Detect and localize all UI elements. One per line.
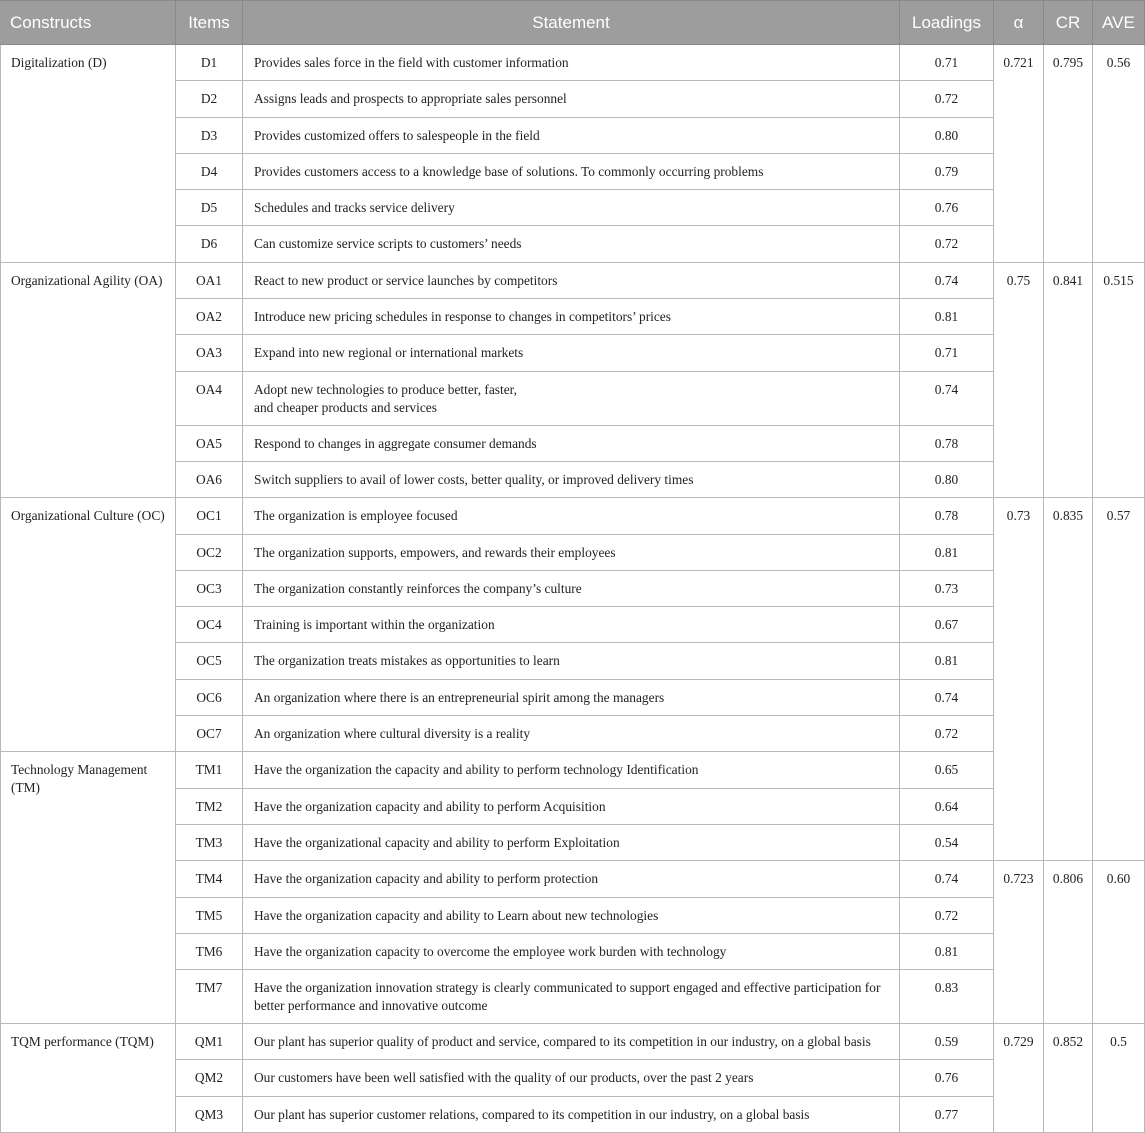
item-loading: 0.76 bbox=[900, 190, 994, 226]
item-loading: 0.74 bbox=[900, 371, 994, 425]
item-loading: 0.72 bbox=[900, 897, 994, 933]
item-code: OA4 bbox=[176, 371, 243, 425]
statement-line-1: Adopt new technologies to produce better, faster, bbox=[254, 381, 517, 397]
item-loading: 0.67 bbox=[900, 607, 994, 643]
item-statement: The organization treats mistakes as opportunities to learn bbox=[243, 643, 900, 679]
header-alpha: α bbox=[994, 1, 1044, 45]
construct-organizational-agility: Organizational Agility (OA) bbox=[1, 262, 176, 497]
item-loading: 0.72 bbox=[900, 226, 994, 262]
item-statement: The organization constantly reinforces the company’s culture bbox=[243, 570, 900, 606]
header-statement: Statement bbox=[243, 1, 900, 45]
item-code: D4 bbox=[176, 153, 243, 189]
construct-digitalization: Digitalization (D) bbox=[1, 45, 176, 263]
header-cr: CR bbox=[1044, 1, 1093, 45]
item-statement: An organization where cultural diversity is a reality bbox=[243, 716, 900, 752]
item-code: TM2 bbox=[176, 788, 243, 824]
item-statement: Have the organization capacity and ability to perform protection bbox=[243, 861, 900, 897]
item-statement: An organization where there is an entrepreneurial spirit among the managers bbox=[243, 679, 900, 715]
item-loading: 0.72 bbox=[900, 81, 994, 117]
header-row bbox=[1, 1, 1145, 45]
item-statement: Provides customers access to a knowledge base of solutions. To commonly occurring problems bbox=[243, 153, 900, 189]
item-loading: 0.78 bbox=[900, 498, 994, 534]
cr-tqm-performance: 0.852 bbox=[1044, 1024, 1093, 1133]
item-statement: The organization supports, empowers, and rewards their employees bbox=[243, 534, 900, 570]
item-statement: Have the organization capacity and ability to Learn about new technologies bbox=[243, 897, 900, 933]
table-row bbox=[1, 262, 1145, 298]
alpha-tqm-performance: 0.729 bbox=[994, 1024, 1044, 1133]
item-statement: Respond to changes in aggregate consumer demands bbox=[243, 425, 900, 461]
item-code: OA5 bbox=[176, 425, 243, 461]
item-statement: Have the organization capacity and ability to perform Acquisition bbox=[243, 788, 900, 824]
item-code: TM7 bbox=[176, 970, 243, 1024]
item-code: QM2 bbox=[176, 1060, 243, 1096]
header-loadings: Loadings bbox=[900, 1, 994, 45]
item-code: OC2 bbox=[176, 534, 243, 570]
item-statement: Can customize service scripts to customers’ needs bbox=[243, 226, 900, 262]
item-code: OC1 bbox=[176, 498, 243, 534]
alpha-organizational-agility: 0.75 bbox=[994, 262, 1044, 497]
table-row bbox=[1, 1024, 1145, 1060]
item-code: OC4 bbox=[176, 607, 243, 643]
ave-organizational-culture: 0.57 bbox=[1093, 498, 1145, 861]
item-loading: 0.77 bbox=[900, 1096, 994, 1132]
cr-digitalization: 0.795 bbox=[1044, 45, 1093, 263]
item-code: D6 bbox=[176, 226, 243, 262]
item-statement bbox=[243, 371, 900, 425]
item-statement: Expand into new regional or international markets bbox=[243, 335, 900, 371]
alpha-technology-management: 0.723 bbox=[994, 861, 1044, 1024]
item-statement: Provides sales force in the field with customer information bbox=[243, 45, 900, 81]
cr-organizational-culture: 0.835 bbox=[1044, 498, 1093, 861]
item-loading: 0.72 bbox=[900, 716, 994, 752]
item-loading: 0.64 bbox=[900, 788, 994, 824]
item-statement: Assigns leads and prospects to appropriate sales personnel bbox=[243, 81, 900, 117]
item-code: D3 bbox=[176, 117, 243, 153]
item-code: QM1 bbox=[176, 1024, 243, 1060]
item-loading: 0.71 bbox=[900, 335, 994, 371]
item-loading: 0.74 bbox=[900, 861, 994, 897]
item-statement: Our plant has superior quality of product and service, compared to its competition in our industry, on a global basis bbox=[243, 1024, 900, 1060]
item-code: OC7 bbox=[176, 716, 243, 752]
construct-technology-management: Technology Management (TM) bbox=[1, 752, 176, 1024]
item-loading: 0.73 bbox=[900, 570, 994, 606]
header-constructs: Constructs bbox=[1, 1, 176, 45]
item-statement: Training is important within the organization bbox=[243, 607, 900, 643]
item-code: TM4 bbox=[176, 861, 243, 897]
item-code: TM3 bbox=[176, 824, 243, 860]
item-statement: The organization is employee focused bbox=[243, 498, 900, 534]
item-code: OA2 bbox=[176, 299, 243, 335]
item-code: TM5 bbox=[176, 897, 243, 933]
item-statement: Have the organizational capacity and ability to perform Exploitation bbox=[243, 824, 900, 860]
alpha-digitalization: 0.721 bbox=[994, 45, 1044, 263]
item-statement: Our customers have been well satisfied with the quality of our products, over the past 2 years bbox=[243, 1060, 900, 1096]
ave-digitalization: 0.56 bbox=[1093, 45, 1145, 263]
item-statement: Have the organization innovation strategy is clearly communicated to support engaged and effective participation for better performance and innovative outcome bbox=[243, 970, 900, 1024]
cr-organizational-agility: 0.841 bbox=[1044, 262, 1093, 497]
construct-tqm-performance: TQM performance (TQM) bbox=[1, 1024, 176, 1133]
item-statement: Introduce new pricing schedules in response to changes in competitors’ prices bbox=[243, 299, 900, 335]
ave-organizational-agility: 0.515 bbox=[1093, 262, 1145, 497]
item-statement: Our plant has superior customer relations, compared to its competition in our industry, on a global basis bbox=[243, 1096, 900, 1132]
item-statement: Provides customized offers to salespeople in the field bbox=[243, 117, 900, 153]
item-loading: 0.81 bbox=[900, 643, 994, 679]
item-statement: React to new product or service launches by competitors bbox=[243, 262, 900, 298]
item-loading: 0.76 bbox=[900, 1060, 994, 1096]
construct-organizational-culture: Organizational Culture (OC) bbox=[1, 498, 176, 752]
item-code: OC3 bbox=[176, 570, 243, 606]
cr-technology-management: 0.806 bbox=[1044, 861, 1093, 1024]
item-loading: 0.79 bbox=[900, 153, 994, 189]
item-code: D5 bbox=[176, 190, 243, 226]
item-loading: 0.80 bbox=[900, 461, 994, 497]
item-code: TM1 bbox=[176, 752, 243, 788]
item-code: D2 bbox=[176, 81, 243, 117]
item-code: TM6 bbox=[176, 933, 243, 969]
item-loading: 0.81 bbox=[900, 933, 994, 969]
alpha-organizational-culture: 0.73 bbox=[994, 498, 1044, 861]
table-row bbox=[1, 498, 1145, 534]
item-loading: 0.81 bbox=[900, 534, 994, 570]
item-loading: 0.71 bbox=[900, 45, 994, 81]
header-items: Items bbox=[176, 1, 243, 45]
item-statement: Schedules and tracks service delivery bbox=[243, 190, 900, 226]
item-code: OA6 bbox=[176, 461, 243, 497]
item-loading: 0.83 bbox=[900, 970, 994, 1024]
item-loading: 0.59 bbox=[900, 1024, 994, 1060]
item-loading: 0.78 bbox=[900, 425, 994, 461]
table-row bbox=[1, 752, 1145, 788]
item-code: OA1 bbox=[176, 262, 243, 298]
table-row bbox=[1, 45, 1145, 81]
item-code: OC6 bbox=[176, 679, 243, 715]
ave-technology-management: 0.60 bbox=[1093, 861, 1145, 1024]
ave-tqm-performance: 0.5 bbox=[1093, 1024, 1145, 1133]
item-code: OA3 bbox=[176, 335, 243, 371]
item-statement: Have the organization the capacity and ability to perform technology Identification bbox=[243, 752, 900, 788]
header-ave: AVE bbox=[1093, 1, 1145, 45]
item-code: D1 bbox=[176, 45, 243, 81]
item-loading: 0.54 bbox=[900, 824, 994, 860]
item-loading: 0.74 bbox=[900, 262, 994, 298]
item-code: OC5 bbox=[176, 643, 243, 679]
item-statement: Have the organization capacity to overcome the employee work burden with technology bbox=[243, 933, 900, 969]
item-loading: 0.81 bbox=[900, 299, 994, 335]
item-loading: 0.65 bbox=[900, 752, 994, 788]
statement-line-2: and cheaper products and services bbox=[254, 399, 437, 415]
item-loading: 0.80 bbox=[900, 117, 994, 153]
item-statement: Switch suppliers to avail of lower costs, better quality, or improved delivery times bbox=[243, 461, 900, 497]
item-loading: 0.74 bbox=[900, 679, 994, 715]
item-code: QM3 bbox=[176, 1096, 243, 1132]
